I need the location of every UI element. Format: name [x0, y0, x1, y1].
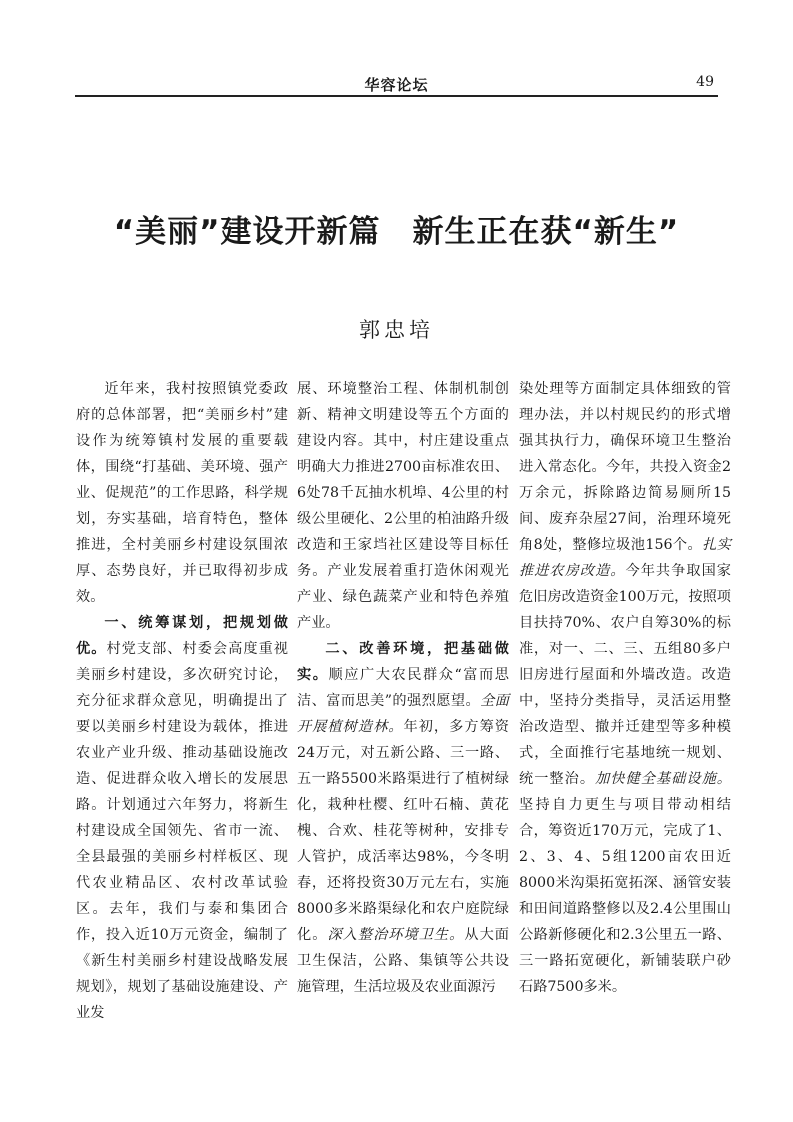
paragraph-section-1: [76, 610, 288, 1026]
section-heading-2: 二、改善环境，把基础做实。: [297, 641, 509, 683]
paragraph-section-2-continued: [519, 376, 731, 1000]
article-title: “美丽”建设开新篇 新生正在获“新生”: [113, 214, 680, 250]
journal-name: 华容论坛: [364, 76, 429, 94]
column-2: [297, 376, 509, 1000]
afforestation-text: 年初，多方筹资24万元，对五新公路、三一路、五一路5500米路渠进行了植树绿化，栽种杜樱、红叶石楠、黄花槐、合欢、桂花等树种，安排专人管护，成活率达98%，今冬明春，还将投资30万元左右，实施8000多米路渠绿化和农户庭院绿化。: [297, 719, 509, 943]
column-3: [519, 376, 731, 1000]
paragraph-section-1-continued: 展、环境整治工程、体制机制创新、精神文明建设等五个方面的建设内容。其中，村庄建设重点明确大力推进2700亩标准农田、6处78千瓦抽水机埠、4公里的村级公里硬化、2公里的柏油路升级改造和王家垱社区建设等目标任务。产业发展着重打造休闲观光产业、绿色蔬菜产业和特色养殖产业。: [297, 381, 509, 631]
column-1: [76, 376, 288, 1026]
subheading-housing: 扎实推进农房改造。: [519, 537, 731, 579]
section-heading-1: 一、统筹谋划，把规划做优。: [76, 615, 288, 657]
infrastructure-text: 坚持自力更生与项目带动相结合，筹资近170万元，完成了1、2、3、4、5组1200亩农田近8000米沟渠拓宽拓深、涵管安装和田间道路整修以及2.4公里围山公路新修硬化和2.3公里五一路、三一路拓宽硬化，新铺装联户砂石路7500多米。: [519, 797, 731, 995]
sanitation-text: 从大面卫生保洁，公路、集镇等公共设施管理，生活垃圾及农业面源污: [297, 927, 509, 995]
housing-text: 今年共争取国家危旧房改造资金100万元，按照项目扶持70%、农户自筹30%的标准，对一、二、三、五组80多户旧房进行屋面和外墙改造。改造中，坚持分类指导，灵活运用整治改造型、撤并迁建型等多种模式，全面推行宅基地统一规划、统一整治。: [519, 563, 731, 787]
header-rule: [75, 95, 718, 97]
author-name: 郭忠培: [359, 318, 434, 342]
section-1-text: 村党支部、村委会高度重视美丽乡村建设，多次研究讨论，充分征求群众意见，明确提出了要以美丽乡村建设为载体，推进农业产业升级、推动基础设施改造、促进群众收入增长的发展思路。计划通过六年努力，将新生村建设成全国领先、省市一流、全县最强的美丽乡村样板区、现代农业精品区、农村改革试验区。去年，我们与泰和集团合作，投入近10万元资金，编制了《新生村美丽乡村建设战略发展规划》，规划了基础设施建设、产业发: [76, 641, 288, 1021]
sanitation-text-continued: 染处理等方面制定具体细致的管理办法，并以村规民约的形式增强其执行力，确保环境卫生整治进入常态化。今年，共投入资金2万余元，拆除路边简易厕所15间、废弃杂屋27间，治理环境死角8处，整修垃圾池156个。: [519, 381, 731, 553]
running-header: [75, 74, 718, 96]
subheading-afforestation: 全面开展植树造林。: [297, 693, 509, 735]
section-2-intro: 顺应广大农民群众“富而思洁、富而思美”的强烈愿望。: [297, 667, 509, 709]
paragraph-intro: 近年来，我村按照镇党委政府的总体部署，把“美丽乡村”建设作为统筹镇村发展的重要载体，围绕“打基础、美环境、强产业、促规范”的工作思路，科学规划，夯实基础，培育特色，整体推进，全村美丽乡村建设氛围浓厚、态势良好，并已取得初步成效。: [76, 381, 288, 605]
subheading-sanitation: 深入整治环境卫生。: [327, 927, 465, 943]
page-number: 49: [696, 74, 714, 90]
paragraph-section-2: [297, 636, 509, 1000]
subheading-infrastructure: 加快健全基础设施。: [595, 771, 731, 787]
